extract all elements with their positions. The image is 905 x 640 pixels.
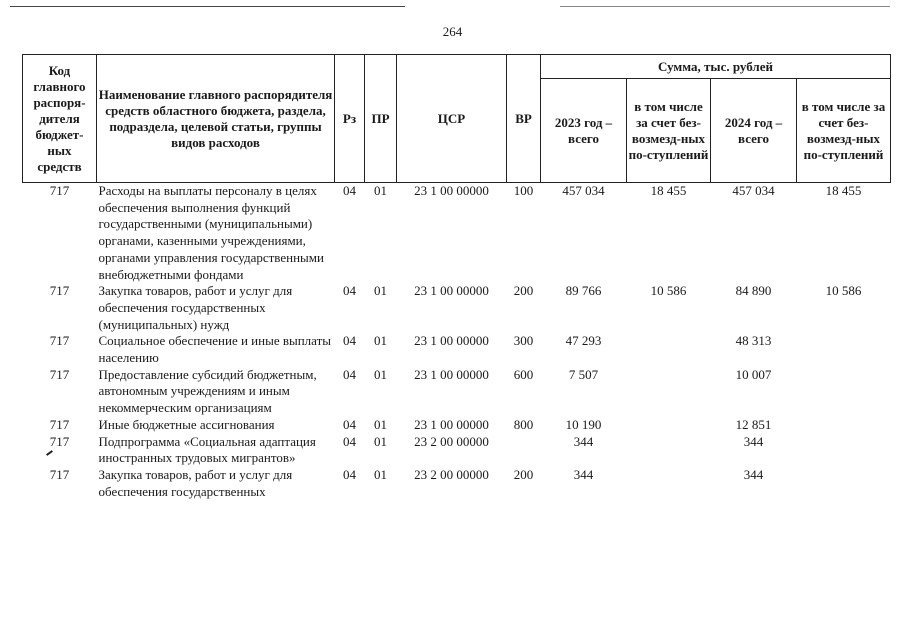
cell-2023-gratis (627, 417, 711, 434)
table-row (23, 283, 891, 333)
cell-2023-gratis (627, 467, 711, 500)
header-2023-total: 2023 год – всего (541, 79, 627, 183)
cell-code: 717 (49, 283, 70, 299)
cell-name: Предоставление субсидий бюджетным, автономным учреждениям и иным некоммерческим организациям (98, 366, 317, 416)
cell-vr: 300 (513, 333, 534, 349)
cell-csr: 23 2 00 00000 (414, 466, 489, 482)
cell-csr: 23 2 00 00000 (414, 433, 489, 449)
cell-2024-gratis (797, 333, 891, 366)
cell-2024-total: 48 313 (735, 333, 772, 349)
cell-rz: 04 (343, 333, 356, 349)
cell-2023-total: 344 (573, 433, 594, 449)
cell-csr: 23 1 00 00000 (414, 416, 489, 432)
header-2024-total: 2024 год – всего (711, 79, 797, 183)
cell-2023-total: 7 507 (568, 366, 599, 382)
cell-2023-total: 344 (573, 466, 594, 482)
cell-name: Закупка товаров, работ и услуг для обеспечения государственных (98, 466, 293, 499)
table-row (23, 467, 891, 500)
table-row (23, 367, 891, 417)
cell-name: Подпрограмма «Социальная адаптация иностранных трудовых мигрантов» (98, 433, 316, 466)
cell-2024-gratis: 10 586 (825, 283, 862, 299)
cell-csr: 23 1 00 00000 (414, 333, 489, 349)
cell-pr: 01 (374, 416, 387, 432)
cell-code: 717 (49, 433, 70, 449)
header-name: Наименование главного распорядителя средств областного бюджета, раздела, подраздела, целевой статьи, группы видов расходов (97, 55, 335, 183)
cell-pr: 01 (374, 433, 387, 449)
cell-rz: 04 (343, 416, 356, 432)
cell-name: Закупка товаров, работ и услуг для обеспечения государственных (муниципальных) нужд (98, 283, 293, 332)
cell-pr: 01 (374, 333, 387, 349)
cell-rz: 04 (343, 183, 356, 198)
cell-name: Расходы на выплаты персоналу в целях обеспечения выполнения функций государственными (муниципальными) органами, казенными учреждениями, органами управления государственными внебюджетными фондами (98, 183, 324, 282)
cell-2023-total: 47 293 (565, 333, 602, 349)
header-sum: Сумма, тыс. рублей (541, 55, 891, 79)
cell-2024-total: 10 007 (735, 366, 772, 382)
cell-csr: 23 1 00 00000 (414, 366, 489, 382)
table-row (23, 434, 891, 467)
cell-code: 717 (49, 333, 70, 349)
cell-rz: 04 (343, 433, 356, 449)
cell-rz: 04 (343, 283, 356, 299)
header-vr: ВР (507, 55, 541, 183)
cell-code: 717 (49, 366, 70, 382)
cell-pr: 01 (374, 366, 387, 382)
cell-pr: 01 (374, 466, 387, 482)
cell-name: Социальное обеспечение и иные выплаты населению (98, 333, 332, 366)
cell-2023-total: 457 034 (562, 183, 605, 198)
cell-2023-total: 89 766 (565, 283, 602, 299)
cell-rz: 04 (343, 466, 356, 482)
cell-2023-total: 10 190 (565, 416, 602, 432)
cell-rz: 04 (343, 366, 356, 382)
cell-pr: 01 (374, 283, 387, 299)
scan-edge-line (10, 6, 405, 7)
cell-2024-gratis (797, 434, 891, 467)
cell-pr: 01 (374, 183, 387, 198)
cell-code: 717 (49, 183, 70, 198)
table-body (23, 183, 891, 501)
header-rz: Рз (335, 55, 365, 183)
cell-name: Иные бюджетные ассигнования (98, 416, 275, 432)
cell-2024-gratis (797, 467, 891, 500)
page-number: 264 (442, 24, 463, 39)
header-2024-gratis: в том числе за счет без-возмезд-ных по-ступлений (797, 79, 891, 183)
header-csr: ЦСР (397, 55, 507, 183)
cell-2024-total: 84 890 (735, 283, 772, 299)
cell-code: 717 (49, 466, 70, 482)
cell-vr: 200 (513, 283, 534, 299)
cell-2023-gratis (627, 367, 711, 417)
header-code: Код главного распоря-дителя бюджет-ных средств (23, 55, 97, 183)
cell-vr: 600 (513, 366, 534, 382)
cell-csr: 23 1 00 00000 (414, 283, 489, 299)
cell-vr (507, 434, 541, 467)
cell-2024-total: 344 (743, 466, 764, 482)
header-pr: ПР (365, 55, 397, 183)
cell-2024-total: 344 (743, 433, 764, 449)
cell-2024-gratis (797, 367, 891, 417)
cell-2024-gratis (797, 417, 891, 434)
cell-2024-total: 457 034 (732, 183, 775, 198)
cell-2023-gratis: 10 586 (650, 283, 687, 299)
scan-edge-line (560, 6, 890, 7)
table-row (23, 417, 891, 434)
cell-2024-gratis: 18 455 (825, 183, 862, 198)
cell-vr: 100 (513, 183, 534, 198)
cell-2024-total: 12 851 (735, 416, 772, 432)
header-2023-gratis: в том числе за счет без-возмезд-ных по-ступлений (627, 79, 711, 183)
cell-vr: 800 (513, 416, 534, 432)
cell-2023-gratis (627, 333, 711, 366)
cell-2023-gratis (627, 434, 711, 467)
cell-vr: 200 (513, 466, 534, 482)
cell-2023-gratis: 18 455 (650, 183, 687, 198)
budget-table (22, 54, 891, 500)
table-row (23, 333, 891, 366)
table-row (23, 183, 891, 284)
cell-code: 717 (49, 416, 70, 432)
cell-csr: 23 1 00 00000 (414, 183, 489, 198)
